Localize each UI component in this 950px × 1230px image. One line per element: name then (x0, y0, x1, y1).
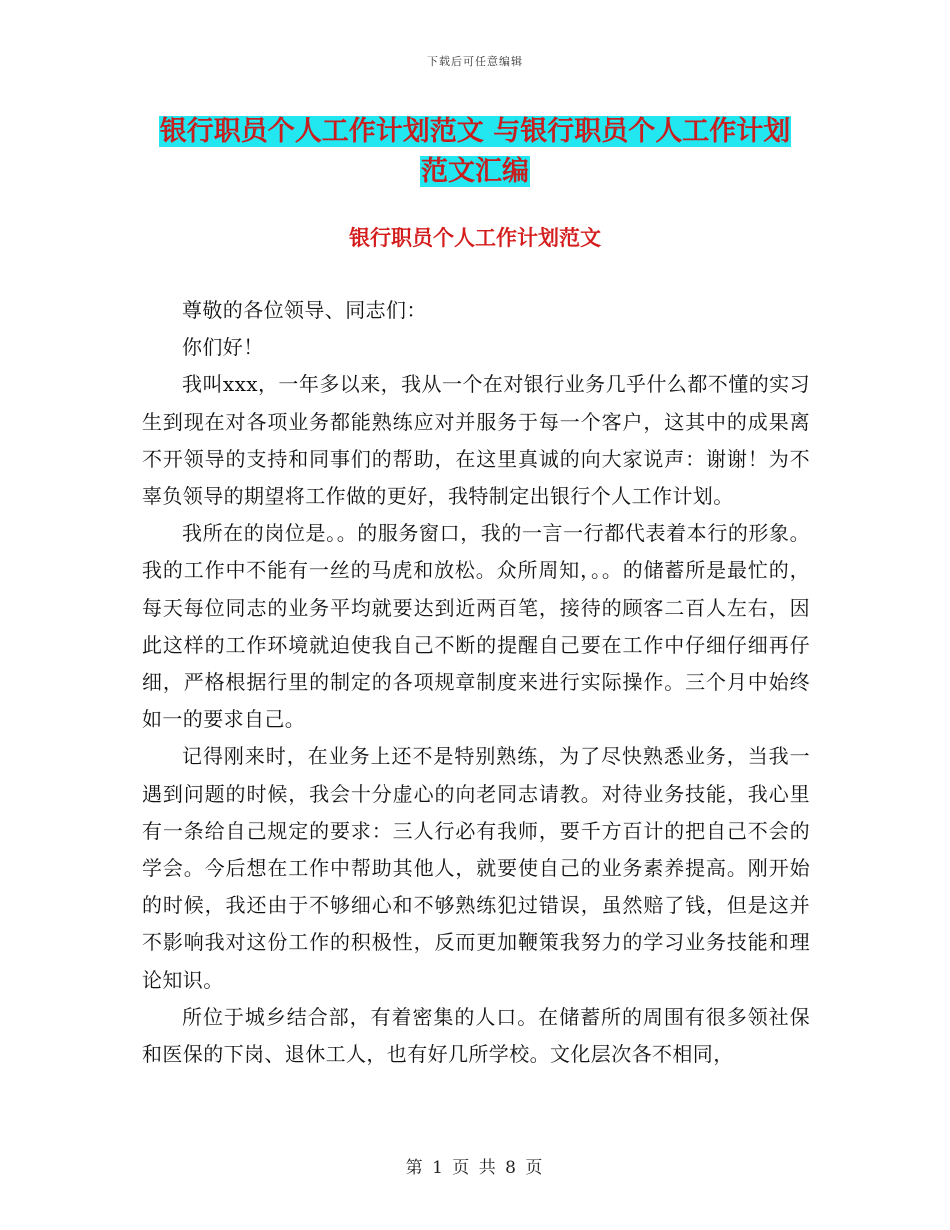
document-body (142, 292, 810, 1073)
paragraph: 我叫xxx，一年多以来，我从一个在对银行业务几乎什么都不懂的实习生到现在对各项业务都能熟练应对并服务于每一个客户，这其中的成果离不开领导的支持和同事们的帮助，在这里真诚的向大家说声：谢谢！为不辜负领导的期望将工作做的更好，我特制定出银行个人工作计划。 (142, 372, 810, 509)
section-title: 银行职员个人工作计划范文 (349, 226, 601, 250)
paragraph: 记得刚来时，在业务上还不是特别熟练，为了尽快熟悉业务，当我一遇到问题的时候，我会十分虚心的向老同志请教。对待业务技能，我心里有一条给自己规定的要求：三人行必有我师，要千方百计的把自己不会的学会。今后想在工作中帮助其他人，就要使自己的业务素养提高。刚开始的时候，我还由于不够细心和不够熟练犯过错误，虽然赔了钱，但是这并不影响我对这份工作的积极性，反而更加鞭策我努力的学习业务技能和理论知识。 (142, 744, 810, 992)
document-title (0, 112, 950, 192)
paragraph: 我所在的岗位是。。的服务窗口，我的一言一行都代表着本行的形象。我的工作中不能有一丝的马虎和放松。众所周知，。。的储蓄所是最忙的，每天每位同志的业务平均就要达到近两百笔，接待的顾客二百人左右，因此这样的工作环境就迫使我自己不断的提醒自己要在工作中仔细仔细再仔细，严格根据行里的制定的各项规章制度来进行实际操作。三个月中始终如一的要求自己。 (142, 521, 810, 732)
title-line-1: 银行职员个人工作计划范文 与银行职员个人工作计划 (159, 116, 791, 147)
salutation: 尊敬的各位领导、同志们： (182, 298, 427, 322)
page-number: 第 1 页 共 8 页 (405, 1158, 545, 1178)
paragraph: 所位于城乡结合部，有着密集的人口。在储蓄所的周围有很多领社保和医保的下岗、退休工人，也有好几所学校。文化层次各不相同， (142, 1004, 810, 1067)
greeting: 你们好！ (182, 335, 264, 360)
header-note: 下载后可任意编辑 (427, 55, 523, 68)
title-line-2: 范文汇编 (421, 156, 529, 187)
